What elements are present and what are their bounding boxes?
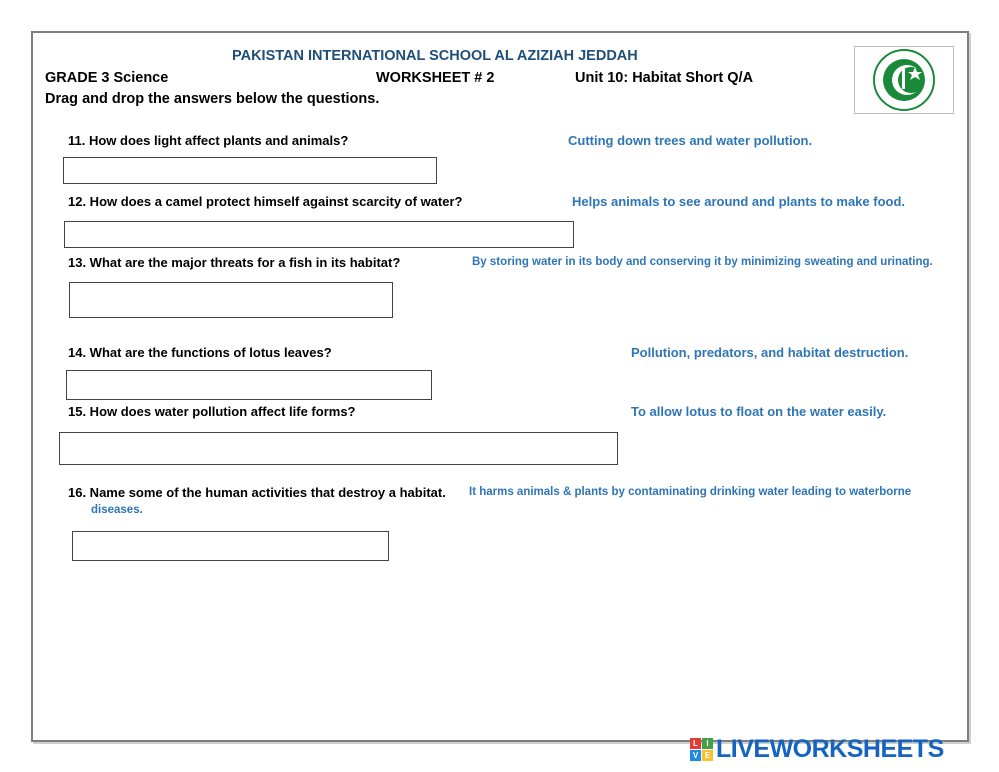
school-title: PAKISTAN INTERNATIONAL SCHOOL AL AZIZIAH JEDDAH [232,48,638,64]
question-15: 15. How does water pollution affect life forms? [68,404,356,419]
answer-drop-box-14[interactable] [66,370,432,400]
school-logo [854,46,954,114]
brand-block: V [690,750,701,761]
question-12: 12. How does a camel protect himself against scarcity of water? [68,194,463,209]
liveworksheets-brand [690,733,944,765]
grade-label: GRADE 3 Science [45,70,169,86]
brand-block: L [690,738,701,749]
answer-drop-box-11[interactable] [63,157,437,184]
draggable-answer-6[interactable]: It harms animals & plants by contaminating drinking water leading to waterborne [469,486,912,498]
draggable-answer-1[interactable]: Cutting down trees and water pollution. [568,133,813,148]
brand-block: E [702,750,713,761]
draggable-answer-3[interactable]: By storing water in its body and conserving it by minimizing sweating and urinating. [472,256,933,268]
worksheet-number: WORKSHEET # 2 [376,70,495,86]
instruction-text: Drag and drop the answers below the questions. [45,91,380,107]
question-16: 16. Name some of the human activities that destroy a habitat. [68,485,446,500]
draggable-answer-4[interactable]: Pollution, predators, and habitat destruction. [631,345,909,360]
answer-drop-box-16[interactable] [72,531,389,561]
question-13: 13. What are the major threats for a fish in its habitat? [68,255,401,270]
question-14: 14. What are the functions of lotus leaves? [68,345,332,360]
answer-drop-box-13[interactable] [69,282,393,318]
question-11: 11. How does light affect plants and animals? [68,133,349,148]
brand-block: I [702,738,713,749]
draggable-answer-6-continued[interactable]: diseases. [91,504,143,516]
brand-blocks-icon [690,738,713,761]
school-crest-icon [855,47,953,113]
unit-label: Unit 10: Habitat Short Q/A [575,70,754,86]
answer-drop-box-15[interactable] [59,432,618,465]
draggable-answer-5[interactable]: To allow lotus to float on the water easily. [631,404,887,419]
brand-name: LIVEWORKSHEETS [716,734,944,763]
draggable-answer-2[interactable]: Helps animals to see around and plants to make food. [572,194,906,209]
answer-drop-box-12[interactable] [64,221,574,248]
